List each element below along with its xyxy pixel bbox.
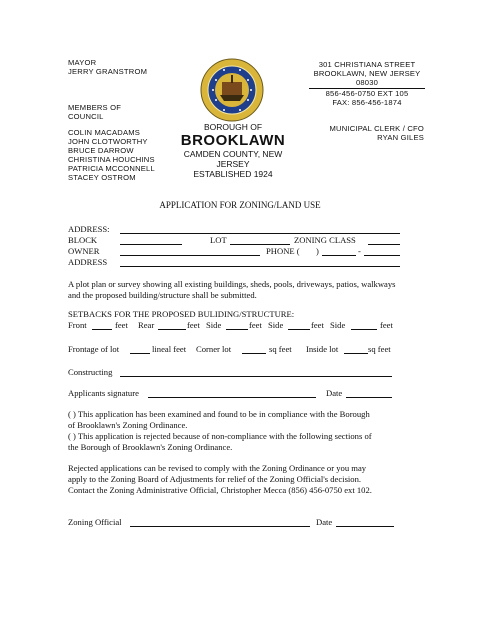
owner-label: OWNER — [68, 246, 100, 256]
revise-line-3: Contact the Zoning Administrative Official, Christopher Mecca (856) 456-0750 ext 102. — [68, 485, 372, 495]
address-label: ADDRESS: — [68, 224, 110, 234]
rejected-line-1: ( ) This application is rejected because of non-compliance with the following sections of — [68, 431, 372, 441]
inside-sq-feet: sq feet — [368, 344, 391, 354]
mayor-name: JERRY GRANSTROM — [68, 67, 148, 76]
address2-label: ADDRESS — [68, 257, 108, 267]
revise-line-1: Rejected applications can be revised to comply with the Zoning Ordinance or you may — [68, 463, 367, 473]
address-line-2: BROOKLAWN, NEW JERSEY — [313, 69, 421, 78]
address-row — [68, 224, 408, 235]
side-2-label: Side — [268, 320, 284, 330]
side-1-feet: feet — [249, 320, 262, 330]
council-member: BRUCE DARROW — [68, 146, 134, 155]
side-3-feet: feet — [380, 320, 393, 330]
constructing-field[interactable] — [120, 367, 392, 377]
council-member: PATRICIA MCCONNELL — [68, 164, 155, 173]
signature-field[interactable] — [148, 388, 316, 398]
rejected-line-2: the Borough of Brooklawn's Zoning Ordinance. — [68, 442, 233, 452]
setbacks-title: SETBACKS FOR THE PROPOSED BULIDING/STRUCTURE: — [68, 309, 295, 319]
council-members — [68, 128, 155, 182]
fax: FAX: 856-456-1874 — [332, 98, 402, 107]
signature-row — [68, 388, 408, 399]
address2-row — [68, 257, 408, 268]
constructing-row — [68, 367, 408, 378]
mayor-block — [68, 58, 147, 76]
block-lot-row — [68, 235, 408, 246]
borough-title-block — [168, 122, 298, 179]
clerk-block — [312, 124, 424, 142]
lot-field[interactable] — [230, 235, 290, 245]
approved-line-2: of Brooklawn's Zoning Ordinance. — [68, 420, 188, 430]
zoning-official-date-field[interactable] — [336, 517, 394, 527]
address2-field[interactable] — [120, 257, 400, 267]
front-field[interactable] — [92, 320, 112, 330]
county-line-1: CAMDEN COUNTY, NEW — [183, 149, 283, 159]
address-block — [312, 60, 422, 107]
rear-field[interactable] — [158, 320, 186, 330]
signature-date-field[interactable] — [346, 388, 392, 398]
zoning-official-row — [68, 517, 408, 528]
signature-label: Applicants signature — [68, 388, 139, 398]
owner-row — [68, 246, 408, 257]
zoning-class-label: ZONING CLASS — [294, 235, 356, 245]
lineal-feet: lineal feet — [152, 344, 187, 354]
phone-label: PHONE ( — [266, 246, 300, 256]
property-info — [68, 224, 408, 268]
borough-of: BOROUGH OF — [203, 122, 263, 132]
frontage-field[interactable] — [130, 344, 150, 354]
compliance-block — [68, 409, 408, 453]
revise-line-2: apply to the Zoning Board of Adjustments for relief of the Zoning Official's decision. — [68, 474, 362, 484]
council-title-2: COUNCIL — [68, 112, 104, 121]
council-member: CHRISTINA HOUCHINS — [68, 155, 155, 164]
corner-lot-field[interactable] — [242, 344, 266, 354]
signature-date-label: Date — [326, 388, 343, 398]
established: ESTABLISHED 1924 — [193, 169, 273, 179]
council-member: JOHN CLOTWORTHY — [68, 137, 148, 146]
county-line-2: JERSEY — [216, 159, 250, 169]
side-2-field[interactable] — [288, 320, 310, 330]
plot-note: A plot plan or survey showing all existing buildings, sheds, pools, driveways, patios, walkways and the proposed building/structure shall be submitted. — [68, 279, 396, 300]
address-line-1: 301 CHRISTIANA STREET — [318, 60, 416, 69]
address-line-3: 08030 — [355, 78, 379, 87]
block-label: BLOCK — [68, 235, 98, 245]
phone: 856-456-0750 EXT 105 — [325, 89, 409, 98]
inside-lot-label: Inside lot — [306, 344, 339, 354]
borough-seal — [200, 58, 264, 122]
form-title: APPLICATION FOR ZONING/LAND USE — [159, 200, 321, 210]
borough-name: BROOKLAWN — [180, 132, 286, 149]
phone-paren: ) — [316, 246, 319, 256]
revise-block — [68, 463, 408, 496]
rear-feet: feet — [187, 320, 200, 330]
phone-field-1[interactable] — [322, 246, 356, 256]
side-3-field[interactable] — [351, 320, 377, 330]
zoning-official-date-label: Date — [316, 517, 333, 527]
lot-label: LOT — [210, 235, 227, 245]
rear-label: Rear — [138, 320, 155, 330]
phone-dash: - — [358, 246, 361, 256]
address-field[interactable] — [120, 224, 400, 234]
inside-lot-field[interactable] — [344, 344, 368, 354]
side-1-label: Side — [206, 320, 222, 330]
clerk-title: MUNICIPAL CLERK / CFO — [329, 124, 424, 133]
front-feet: feet — [115, 320, 128, 330]
council-member: COLIN MACADAMS — [68, 128, 140, 137]
council-title: MEMBERS OF — [68, 103, 122, 112]
clerk-name: RYAN GILES — [377, 133, 424, 142]
front-label: Front — [68, 320, 87, 330]
frontage-row — [68, 344, 408, 355]
side-3-label: Side — [330, 320, 346, 330]
side-2-feet: feet — [311, 320, 324, 330]
council-block — [68, 103, 121, 121]
zoning-official-field[interactable] — [130, 517, 310, 527]
council-member: STACEY OSTROM — [68, 173, 136, 182]
owner-field[interactable] — [120, 246, 260, 256]
zoning-official-label: Zoning Official — [68, 517, 122, 527]
frontage-label: Frontage of lot — [68, 344, 120, 354]
setbacks-row — [68, 320, 408, 331]
phone-field-2[interactable] — [364, 246, 400, 256]
corner-sq-feet: sq feet — [269, 344, 292, 354]
corner-lot-label: Corner lot — [196, 344, 232, 354]
block-field[interactable] — [120, 235, 182, 245]
constructing-label: Constructing — [68, 367, 113, 377]
mayor-title: MAYOR — [68, 58, 97, 67]
approved-line-1: ( ) This application has been examined and found to be in compliance with the Borough — [68, 409, 370, 419]
side-1-field[interactable] — [226, 320, 248, 330]
zoning-class-field[interactable] — [368, 235, 400, 245]
seal-graphic — [200, 58, 264, 122]
